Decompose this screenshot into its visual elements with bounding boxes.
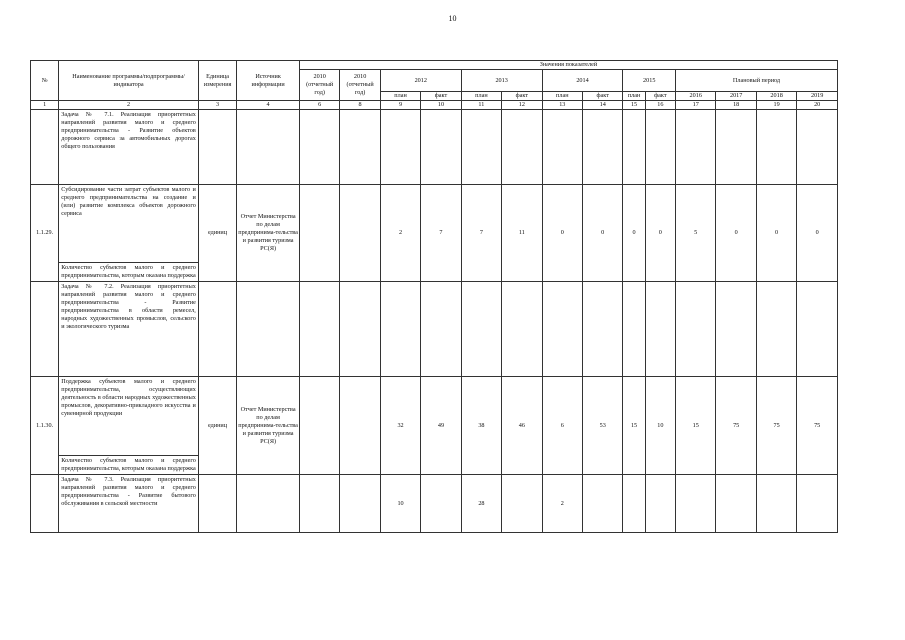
row-id: 1.1.29.	[31, 185, 59, 282]
colnum: 16	[645, 101, 675, 110]
value-cell: 0	[623, 185, 645, 282]
colnum: 6	[299, 101, 339, 110]
colnum: 12	[502, 101, 542, 110]
task-7-1-name: Задача № 7.1. Реализация приоритетных направлений развития малого и среднего предпринимательства - Развитие объектов дорожного сервиса за автомобильных дорогах общего пользования	[59, 110, 199, 185]
unit-cell: единиц	[198, 377, 236, 475]
value-cell: 75	[716, 377, 756, 475]
colnum: 8	[340, 101, 380, 110]
hdr-2015: 2015	[623, 70, 676, 92]
value-cell: 15	[676, 377, 716, 475]
unit-cell: единиц	[198, 185, 236, 282]
value-cell	[340, 185, 380, 282]
hdr-2018: 2018	[756, 92, 796, 101]
table-row	[31, 377, 838, 475]
value-cell: 5	[676, 185, 716, 282]
indicator-name: Количество субъектов малого и среднего предпринимательства, которым оказана поддержка	[61, 264, 196, 279]
hdr-2014: 2014	[542, 70, 623, 92]
hdr-plan: план	[380, 92, 420, 101]
colnum: 1	[31, 101, 59, 110]
hdr-num: №	[31, 61, 59, 101]
value-cell	[299, 377, 339, 475]
colnum: 4	[237, 101, 300, 110]
value-cell	[756, 475, 796, 533]
value-cell: 49	[421, 377, 461, 475]
hdr-2012: 2012	[380, 70, 461, 92]
value-cell: 0	[645, 185, 675, 282]
colnum: 10	[421, 101, 461, 110]
hdr-plan: план	[623, 92, 645, 101]
colnum: 19	[756, 101, 796, 110]
value-cell	[421, 475, 461, 533]
value-cell: 0	[797, 185, 838, 282]
value-cell: 28	[461, 475, 501, 533]
table-row	[31, 475, 838, 533]
value-cell: 75	[797, 377, 838, 475]
hdr-planned: Плановый период	[676, 70, 838, 92]
value-cell: 11	[502, 185, 542, 282]
hdr-2010b: 2010 (отчетный год)	[340, 70, 380, 101]
hdr-2016: 2016	[676, 92, 716, 101]
colnum: 20	[797, 101, 838, 110]
hdr-2010a: 2010 (отчетный год)	[299, 70, 339, 101]
row-id: 1.1.30.	[31, 377, 59, 475]
value-cell: 0	[716, 185, 756, 282]
source-cell: Отчет Министерства по делам предпринима-тельства и развития туризма РС(Я)	[237, 377, 300, 475]
value-cell	[645, 475, 675, 533]
value-cell: 10	[645, 377, 675, 475]
colnum: 2	[59, 101, 199, 110]
value-cell	[583, 475, 623, 533]
source-cell: Отчет Министерства по делам предпринима-тельства и развития туризма РС(Я)	[237, 185, 300, 282]
value-cell: 0	[542, 185, 582, 282]
value-cell: 0	[583, 185, 623, 282]
colnum: 17	[676, 101, 716, 110]
task-7-3-name: Задача № 7.3. Реализация приоритетных направлений развития малого и среднего предпринимательства - Развитие бытового обслуживания в сельской местности	[59, 475, 199, 533]
value-cell	[340, 377, 380, 475]
value-cell: 7	[421, 185, 461, 282]
colnum: 11	[461, 101, 501, 110]
value-cell: 2	[542, 475, 582, 533]
value-cell	[623, 475, 645, 533]
colnum: 18	[716, 101, 756, 110]
table-row	[31, 282, 838, 377]
value-cell	[340, 475, 380, 533]
value-cell: 15	[623, 377, 645, 475]
value-cell: 46	[502, 377, 542, 475]
table-row	[31, 185, 838, 282]
value-cell: 75	[756, 377, 796, 475]
value-cell: 2	[380, 185, 420, 282]
value-cell	[676, 475, 716, 533]
value-cell: 53	[583, 377, 623, 475]
value-cell: 7	[461, 185, 501, 282]
hdr-fact: факт	[583, 92, 623, 101]
colnum: 15	[623, 101, 645, 110]
measure-name: Субсидирование части затрат субъектов малого и среднего предпринимательства на создание и (или) развитие комплекса объектов дорожного сервиса	[61, 186, 196, 217]
hdr-2019: 2019	[797, 92, 838, 101]
value-cell	[716, 475, 756, 533]
task-7-2-name: Задача № 7.2. Реализация приоритетных направлений развития малого и среднего предпринимательства - Развитие предпринимательства в области ремесел, народных художественных промыслов, сельского и экологического туризма	[59, 282, 199, 377]
value-cell: 38	[461, 377, 501, 475]
indicators-table	[30, 60, 838, 533]
hdr-fact: факт	[421, 92, 461, 101]
column-number-row	[31, 101, 838, 110]
value-cell: 10	[380, 475, 420, 533]
colnum: 13	[542, 101, 582, 110]
table-row	[31, 110, 838, 185]
value-cell	[299, 185, 339, 282]
colnum: 14	[583, 101, 623, 110]
measure-name: Поддержка субъектов малого и среднего предпринимательства, осуществляющих деятельность в области народных художественных промыслов, декоративно-прикладного искусства и сувенирной продукции	[61, 378, 196, 417]
value-cell	[299, 475, 339, 533]
value-cell: 0	[756, 185, 796, 282]
hdr-name: Наименование программы/подпрограммы/индикатора	[59, 61, 199, 101]
hdr-plan: план	[461, 92, 501, 101]
hdr-2017: 2017	[716, 92, 756, 101]
value-cell	[797, 475, 838, 533]
hdr-2013: 2013	[461, 70, 542, 92]
hdr-plan: план	[542, 92, 582, 101]
hdr-values: Значения показателей	[299, 61, 837, 70]
hdr-source: Источник информации	[237, 61, 300, 101]
hdr-fact: факт	[502, 92, 542, 101]
value-cell: 32	[380, 377, 420, 475]
hdr-fact: факт	[645, 92, 675, 101]
value-cell: 6	[542, 377, 582, 475]
value-cell	[502, 475, 542, 533]
colnum: 3	[198, 101, 236, 110]
indicator-name: Количество субъектов малого и среднего предпринимательства, которым оказана поддержка	[61, 457, 196, 472]
hdr-unit: Единица измерения	[198, 61, 236, 101]
colnum: 9	[380, 101, 420, 110]
page-number: 10	[448, 14, 457, 23]
